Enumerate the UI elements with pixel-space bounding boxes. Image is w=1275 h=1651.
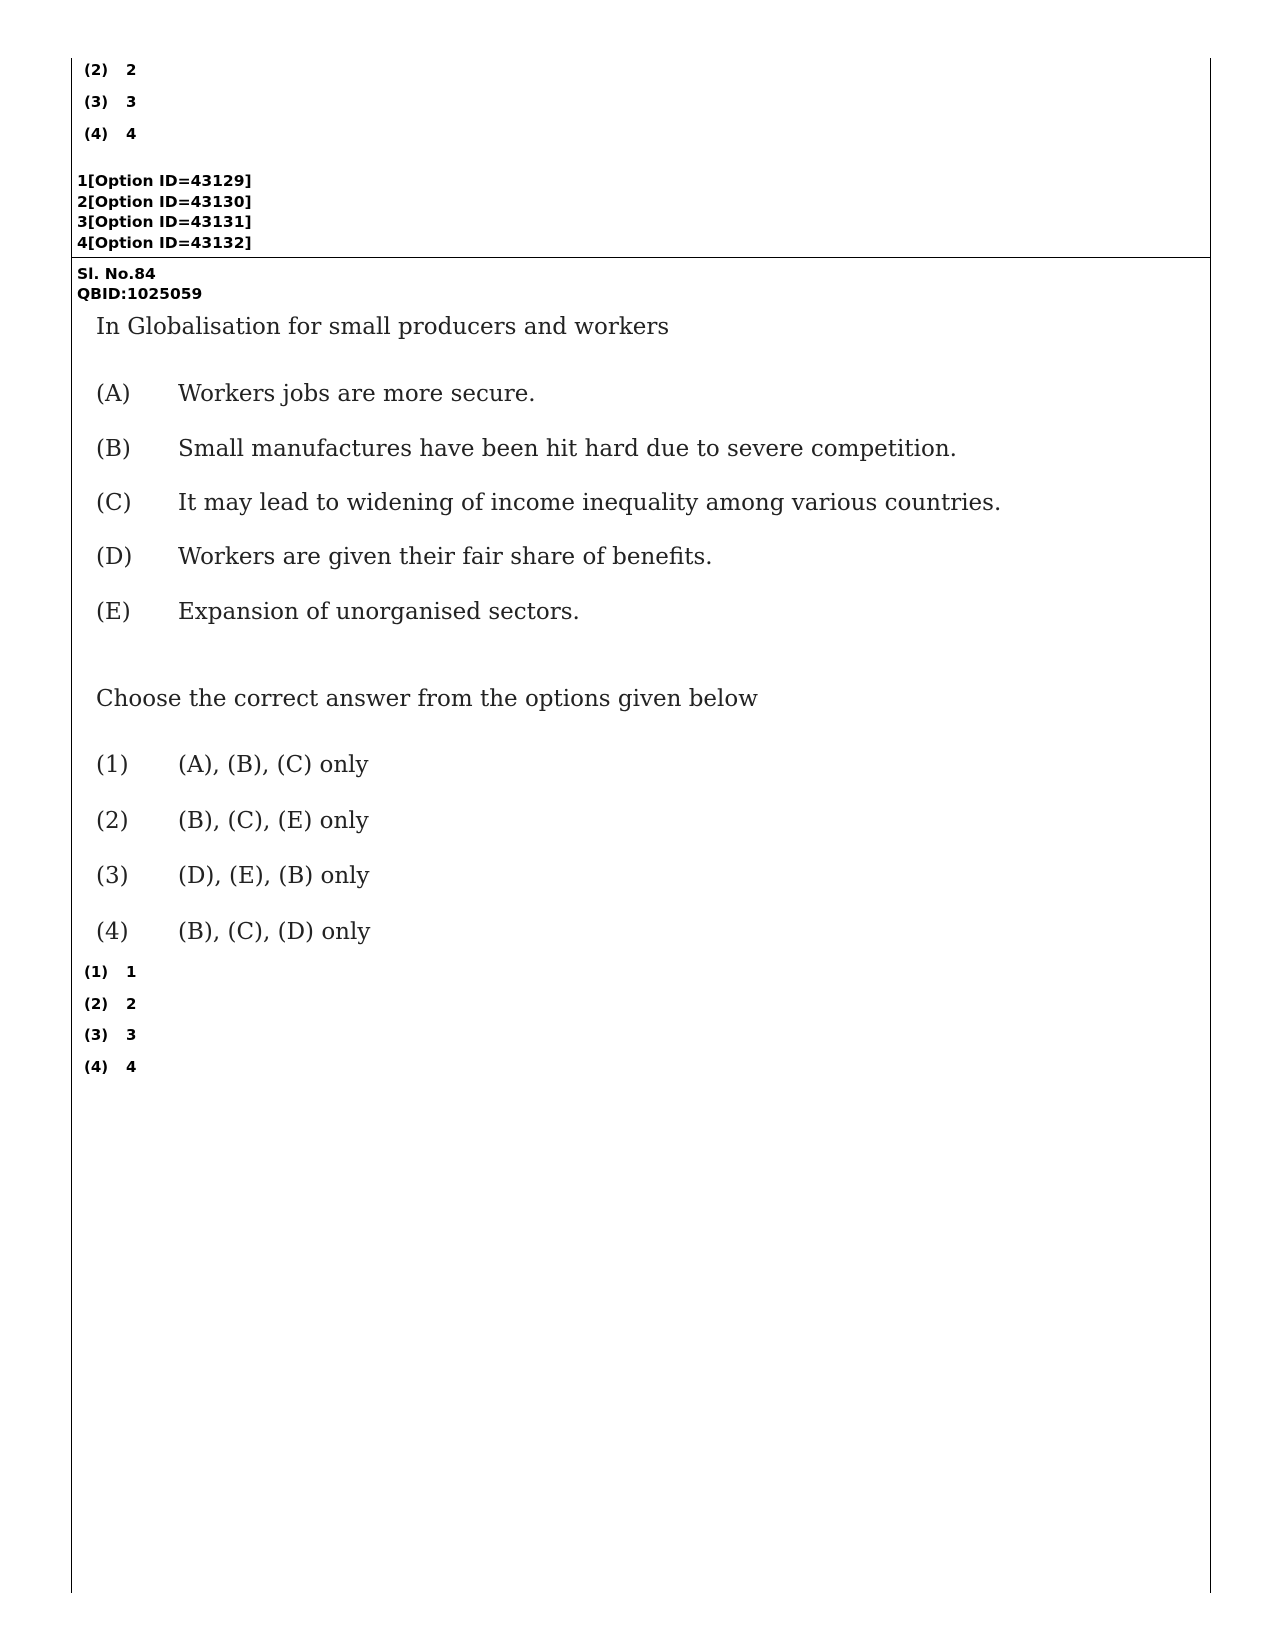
answer-choice-text: (A), (B), (C) only bbox=[178, 752, 369, 778]
prev-option-number: (2) bbox=[84, 61, 109, 79]
question-bank-id: QBID:1025059 bbox=[77, 285, 203, 303]
option-value: 2 bbox=[126, 995, 137, 1013]
answer-choice-label: (4) bbox=[96, 919, 129, 945]
statement-label: (B) bbox=[96, 436, 131, 462]
prev-option-value: 4 bbox=[126, 125, 137, 143]
question-header bbox=[77, 264, 202, 304]
statement-b bbox=[96, 436, 957, 462]
option-1 bbox=[84, 962, 136, 982]
statement-e bbox=[96, 599, 580, 625]
prev-option-4 bbox=[84, 124, 136, 144]
option-4 bbox=[84, 1057, 136, 1077]
statement-text: Small manufactures have been hit hard due to severe competition. bbox=[178, 436, 957, 462]
answer-choice-text: (B), (C), (E) only bbox=[178, 808, 369, 834]
statement-a bbox=[96, 381, 536, 407]
answer-choice-label: (1) bbox=[96, 752, 129, 778]
option-value: 3 bbox=[126, 1026, 137, 1044]
option-value: 4 bbox=[126, 1058, 137, 1076]
option-number: (3) bbox=[84, 1026, 109, 1044]
option-id-line: 3[Option ID=43131] bbox=[77, 213, 252, 231]
prev-option-value: 3 bbox=[126, 93, 137, 111]
statement-label: (D) bbox=[96, 544, 133, 570]
statement-text: Workers are given their fair share of benefits. bbox=[178, 544, 713, 570]
answer-choice-text: (D), (E), (B) only bbox=[178, 863, 370, 889]
answer-choice-label: (3) bbox=[96, 863, 129, 889]
option-value: 1 bbox=[126, 963, 137, 981]
prev-option-value: 2 bbox=[126, 61, 137, 79]
statement-text: Expansion of unorganised sectors. bbox=[178, 599, 580, 625]
option-number: (2) bbox=[84, 995, 109, 1013]
answer-choice-text: (B), (C), (D) only bbox=[178, 919, 371, 945]
answer-choice-2 bbox=[96, 808, 369, 834]
answer-choice-4 bbox=[96, 919, 370, 945]
page-frame-left-border bbox=[71, 58, 72, 1593]
serial-number: Sl. No.84 bbox=[77, 265, 156, 283]
statement-label: (C) bbox=[96, 490, 132, 516]
question-stem: In Globalisation for small producers and workers bbox=[96, 314, 670, 340]
option-id-line: 1[Option ID=43129] bbox=[77, 172, 252, 190]
statement-text: Workers jobs are more secure. bbox=[178, 381, 536, 407]
statement-label: (E) bbox=[96, 599, 131, 625]
prev-option-id-list bbox=[77, 171, 252, 253]
prev-option-3 bbox=[84, 92, 136, 112]
option-3 bbox=[84, 1025, 136, 1045]
question-instruction: Choose the correct answer from the options given below bbox=[96, 686, 758, 712]
answer-choice-3 bbox=[96, 863, 370, 889]
statement-d bbox=[96, 544, 713, 570]
prev-option-number: (4) bbox=[84, 125, 109, 143]
question-divider bbox=[71, 257, 1211, 258]
option-id-line: 2[Option ID=43130] bbox=[77, 192, 252, 211]
option-number: (4) bbox=[84, 1058, 109, 1076]
option-2 bbox=[84, 994, 136, 1014]
page-frame-right-border bbox=[1210, 58, 1211, 1593]
statement-label: (A) bbox=[96, 381, 131, 407]
option-number: (1) bbox=[84, 963, 109, 981]
statement-c bbox=[96, 490, 1001, 516]
prev-option-number: (3) bbox=[84, 93, 109, 111]
answer-choice-label: (2) bbox=[96, 808, 129, 834]
answer-choice-1 bbox=[96, 752, 369, 778]
prev-option-2 bbox=[84, 60, 136, 80]
statement-text: It may lead to widening of income inequality among various countries. bbox=[178, 490, 1002, 516]
option-id-line: 4[Option ID=43132] bbox=[77, 233, 252, 252]
